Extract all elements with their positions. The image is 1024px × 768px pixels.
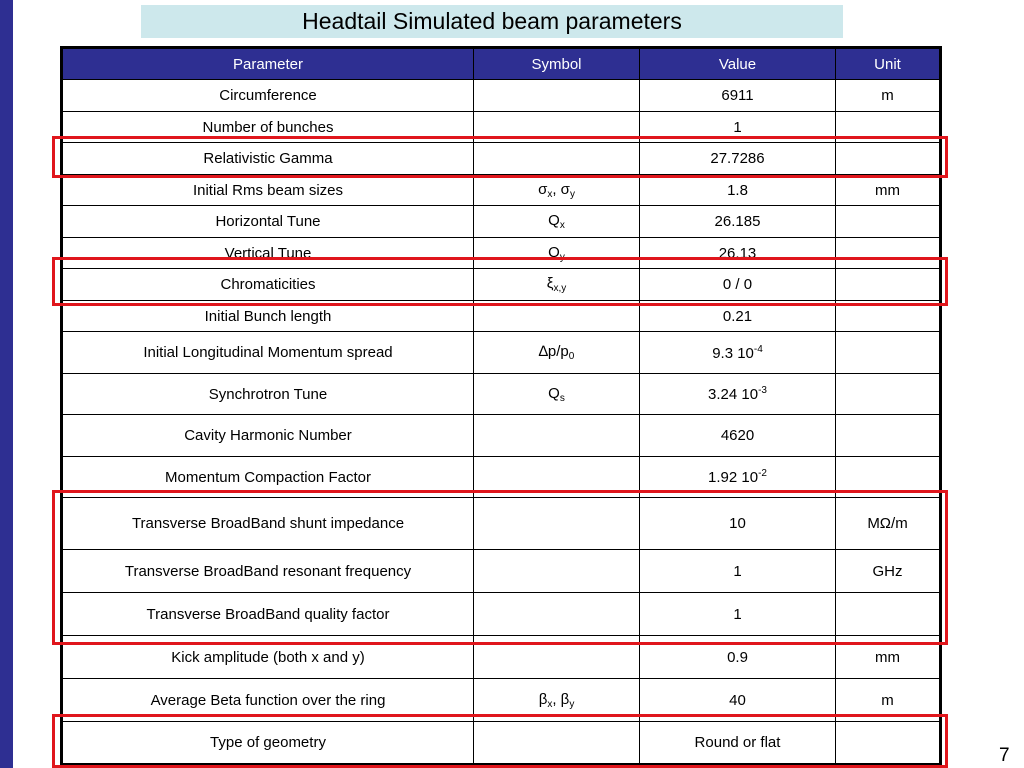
page-number: 7: [999, 745, 1010, 766]
table-row: [62, 301, 941, 332]
cell-value: 1.92 $10^{-2}$: [640, 457, 836, 498]
header-value: Value: [640, 48, 836, 80]
cell-symbol: $Q_s$: [474, 374, 640, 415]
cell-value: 9.3 $10^{-4}$: [640, 332, 836, 374]
cell-parameter: Circumference: [62, 80, 474, 112]
cell-symbol: [474, 112, 640, 143]
table-row: [62, 498, 941, 550]
cell-unit: mm: [836, 636, 941, 679]
cell-value: 10: [640, 498, 836, 550]
cell-unit: MΩ/m: [836, 498, 941, 550]
cell-symbol: [474, 457, 640, 498]
cell-parameter: Initial Longitudinal Momentum spread: [62, 332, 474, 374]
table-row: [62, 722, 941, 765]
cell-parameter: Horizontal Tune: [62, 206, 474, 238]
table-row: [62, 332, 941, 374]
cell-symbol: [474, 301, 640, 332]
cell-unit: m: [836, 679, 941, 722]
cell-parameter: Momentum Compaction Factor: [62, 457, 474, 498]
table-row: [62, 550, 941, 593]
table-row: [62, 206, 941, 238]
cell-parameter: Type of geometry: [62, 722, 474, 765]
cell-unit: mm: [836, 175, 941, 206]
cell-unit: [836, 269, 941, 301]
table-row: [62, 593, 941, 636]
cell-value: 1: [640, 550, 836, 593]
header-symbol: Symbol: [474, 48, 640, 80]
slide-title: Headtail Simulated beam parameters: [141, 5, 843, 38]
cell-symbol: $\sigma_x$, $\sigma_y$: [474, 175, 640, 206]
cell-symbol: [474, 593, 640, 636]
table-row: [62, 679, 941, 722]
cell-unit: [836, 206, 941, 238]
cell-unit: [836, 593, 941, 636]
cell-value: 3.24 $10^{-3}$: [640, 374, 836, 415]
cell-parameter: Cavity Harmonic Number: [62, 415, 474, 457]
cell-parameter: Transverse BroadBand quality factor: [62, 593, 474, 636]
table-row: [62, 80, 941, 112]
cell-value: 27.7286: [640, 143, 836, 175]
cell-value: 1.8: [640, 175, 836, 206]
header-unit: Unit: [836, 48, 941, 80]
symbol-beta-y: $\beta_y$: [560, 690, 575, 710]
cell-unit: [836, 722, 941, 765]
cell-value: 0.9: [640, 636, 836, 679]
cell-symbol: $Q_x$: [474, 206, 640, 238]
cell-value: Round or flat: [640, 722, 836, 765]
table-row: [62, 636, 941, 679]
table-row: [62, 238, 941, 269]
left-accent-bar: [0, 0, 13, 768]
table-header-row: [62, 48, 941, 80]
cell-symbol: [474, 550, 640, 593]
cell-value: 6911: [640, 80, 836, 112]
cell-unit: m: [836, 80, 941, 112]
header-parameter: Parameter: [62, 48, 474, 80]
cell-value: 1: [640, 593, 836, 636]
table-row: [62, 112, 941, 143]
cell-value: 0.21: [640, 301, 836, 332]
cell-symbol: [474, 143, 640, 175]
cell-parameter: Number of bunches: [62, 112, 474, 143]
cell-symbol: [474, 498, 640, 550]
cell-parameter: Transverse BroadBand resonant frequency: [62, 550, 474, 593]
symbol-sigma-x: $\sigma_x$: [538, 180, 553, 200]
cell-symbol: $\beta_x$, $\beta_y$: [474, 679, 640, 722]
cell-symbol: [474, 80, 640, 112]
cell-parameter: Initial Bunch length: [62, 301, 474, 332]
cell-unit: [836, 301, 941, 332]
cell-symbol: [474, 415, 640, 457]
symbol-beta-x: $\beta_x$: [538, 690, 553, 710]
cell-symbol: $Q_y$: [474, 238, 640, 269]
cell-value: 26.13: [640, 238, 836, 269]
cell-unit: [836, 457, 941, 498]
cell-parameter: Vertical Tune: [62, 238, 474, 269]
cell-symbol: $\Delta p/p_0$: [474, 332, 640, 374]
cell-unit: [836, 332, 941, 374]
table-row: [62, 269, 941, 301]
cell-unit: [836, 238, 941, 269]
cell-symbol: [474, 636, 640, 679]
table-row: [62, 143, 941, 175]
cell-symbol: [474, 722, 640, 765]
cell-value: 4620: [640, 415, 836, 457]
cell-parameter: Relativistic Gamma: [62, 143, 474, 175]
cell-parameter: Chromaticities: [62, 269, 474, 301]
cell-unit: [836, 112, 941, 143]
cell-parameter: Initial Rms beam sizes: [62, 175, 474, 206]
table-row: [62, 175, 941, 206]
cell-parameter: Synchrotron Tune: [62, 374, 474, 415]
cell-parameter: Kick amplitude (both x and y): [62, 636, 474, 679]
cell-value: 1: [640, 112, 836, 143]
cell-parameter: Transverse BroadBand shunt impedance: [62, 498, 474, 550]
cell-value: 0 / 0: [640, 269, 836, 301]
cell-unit: GHz: [836, 550, 941, 593]
symbol-sigma-y: $\sigma_y$: [560, 180, 575, 200]
cell-unit: [836, 143, 941, 175]
parameter-table: [60, 46, 942, 766]
table-row: [62, 374, 941, 415]
table-row: [62, 457, 941, 498]
cell-unit: [836, 374, 941, 415]
cell-unit: [836, 415, 941, 457]
cell-value: 40: [640, 679, 836, 722]
table-row: [62, 415, 941, 457]
cell-symbol: $\xi_{x,y}$: [474, 269, 640, 301]
cell-parameter: Average Beta function over the ring: [62, 679, 474, 722]
cell-value: 26.185: [640, 206, 836, 238]
